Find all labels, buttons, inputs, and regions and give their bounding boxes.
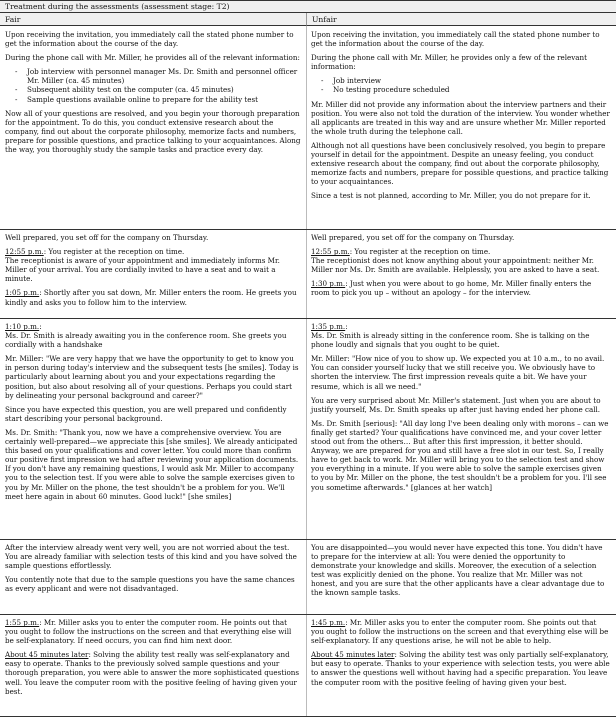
row4-fair-p2: You contently note that due to the sample questions you have the same chances as every applicant and were not disadvantaged. [5, 575, 295, 594]
row3-unfair-p3: Mr. Miller: "How nice of you to show up. We expected you at 10 a.m., to no avail. You can consider yourself lucky that we still receive you. We obviously have to shorten the interview. The first impression reveals quite a bit. We have your resume, which is all we need." [311, 354, 605, 391]
row1-unfair-p2: During the phone call with Mr. Miller, he provides only a few of the relevant information: [311, 53, 588, 72]
row5-fair-time2-line [5, 650, 301, 695]
row3-unfair-p5: Ms. Dr. Smith [serious]: "All day long I've been dealing only with morons – can we finally get started? Your qualifications have convinced me, and your cover letter stood out from the others… But after this first impression, it better should. Anyway, we are prepared for you and still have a free slot in our test. So, I really have to get back to work. Mr. Miller will bring you to the selection test and show you everything in a minute. If you were able to solve the sample exercises given to you by Mr. Miller on the phone, the test shouldn't be a problem for you. I'll see you sometime afterwards." [glances at her watch] [311, 418, 609, 492]
row1-fair-p2: During the phone call with Mr. Miller, he provides all of the relevant information: [5, 53, 300, 63]
row3-fair-p5: Ms. Dr. Smith: "Thank you, now we have a comprehensive overview. You are certainly well-prepared—we appreciate this [she smiles]. We already anticipated this based on your qualifications and cover letter. You could more than confirm our positive first impression we had after reviewing your application documents. If you don't have any remaining questions, I would ask Mr. Miller to accompany you to the selection test. If you were able to solve the sample exercises given to you by Mr. Miller on the phone, the test shouldn't be a problem for you. We'll meet here again in about 60 minutes. Good luck!" [she smiles] [5, 427, 299, 501]
row5-fair-time2: About 45 minutes later [5, 650, 89, 660]
row3-unfair-time: 1:35 p.m. [311, 322, 346, 331]
list-item: - No testing procedure scheduled [321, 85, 611, 94]
row2-fair-time2: 1:05 p.m. [5, 288, 40, 298]
row2-fair-p2: : You register at the reception on time. [43, 247, 185, 257]
row2-fair-cell [0, 231, 306, 317]
list-item: - Subsequent ability test on the computer (ca. 45 minutes) [15, 85, 301, 94]
row5-unfair-time1: 1:45 p.m. [311, 618, 346, 627]
row-divider [0, 614, 616, 615]
row3-fair-cell [0, 320, 306, 538]
row2-unfair-cell [306, 231, 616, 317]
row5-unfair-cell [306, 616, 616, 715]
row3-unfair-p2: Ms. Dr. Smith is already sitting in the conference room. She is talking on the phone loudly and signals that you ought to be quiet. [311, 331, 590, 350]
row2-fair-p4: : Shortly after you sat down, Mr. Miller enters the room. He greets you kindly and asks you to follow him to the interview. [5, 288, 297, 307]
row2-unfair-p2: : You register at the reception on time. [349, 247, 491, 257]
row5-unfair-p2: : Solving the ability test was only partially self-explanatory, but easy to operate. Thanks to your experience with selection tests, you were able to answer the questions well without having had a specific preparation. You leave the computer room with the positive feeling of having given your best. [311, 650, 610, 687]
row-divider [0, 318, 616, 319]
row4-unfair-cell [306, 541, 616, 613]
row5-unfair-time1-line [311, 618, 611, 645]
list-item: - Job interview [321, 76, 611, 85]
row1-fair-cell [0, 28, 306, 228]
row2-unfair-p1: Well prepared, you set off for the company on Thursday. [311, 233, 515, 242]
row2-unfair-time2-line [311, 279, 611, 297]
row3-unfair-cell [306, 320, 616, 538]
row-divider [0, 229, 616, 230]
header-unfair: Unfair [306, 13, 616, 26]
row2-fair-p1: Well prepared, you set off for the company on Thursday. [5, 233, 209, 242]
row1-unfair-p1: Upon receiving the invitation, you immediately call the stated phone number to get the information about the course of the day. [311, 30, 600, 49]
row2-unfair-p4: : Just when you were about to go home, Mr. Miller finally enters the room to pick you up – without an apology – for the interview. [311, 279, 592, 298]
row3-unfair-p4: You are very surprised about Mr. Miller's statement. Just when you are about to justify yourself, Ms. Dr. Smith speaks up after just having ended her phone call. [311, 395, 601, 414]
row1-fair-p1: Upon receiving the invitation, you immediately call the stated phone number to get the information about the course of the day. [5, 30, 294, 49]
header-fair: Fair [0, 13, 306, 26]
list-item: - Sample questions available online to prepare for the ability test [15, 95, 301, 104]
row5-unfair-p1: : Mr. Miller asks you to enter the computer room. She points out that you ought to follow the instructions on the screen and that everything else will be self-explanatory. If any questions arise, he will not be able to help. [311, 618, 609, 646]
row2-unfair-time1-line [311, 247, 611, 256]
row1-unfair-p3: Mr. Miller did not provide any information about the interview partners and their position. You were also not told the duration of the interview. You wonder whether all applicants are treated in this way and are unsure whether Mr. Miller reported the whole truth during the telephone call. [311, 99, 610, 136]
row2-fair-p3: The receptionist is aware of your appointment and immediately informs Mr. Miller of your arrival. You are cordially invited to have a seat and to wait a minute. [5, 256, 280, 284]
row1-unfair-cell [306, 28, 616, 228]
row5-fair-cell [0, 616, 306, 715]
row2-fair-time2-line [5, 288, 301, 306]
row5-unfair-time2-line [311, 650, 611, 686]
row1-unfair-p5: Since a test is not planned, according to Mr. Miller, you do not prepare for it. [311, 191, 591, 201]
row1-unfair-p4: Although not all questions have been conclusively resolved, you begin to prepare yourself in detail for the appointment. Despite an uneasy feeling, you conduct extensive research about the company, find out about the corporate philosophy, memorize facts and numbers, prepare for possible questions, and practice talking to your acquaintances. [311, 140, 609, 187]
row2-fair-time1-line [5, 247, 301, 256]
row3-fair-p3: Mr. Miller: "We are very happy that we have the opportunity to get to know you in person during today's interview and the subsequent tests [he smiles]. Today is particularly about learning about you and your expectations regarding the position, but also about resolving all of your questions. Perhaps you could start by delineating your personal background and career?" [5, 354, 299, 400]
row2-fair-time1: 12:55 p.m. [5, 247, 44, 257]
row3-fair-time-line [5, 322, 301, 331]
row1-unfair-list [311, 76, 611, 94]
list-item: - Job interview with personnel manager Ms. Dr. Smith and personnel officer Mr. Miller (ca. 45 minutes) [15, 67, 301, 85]
row4-fair-p1: After the interview already went very well, you are not worried about the test. You are already familiar with selection tests of this kind and you have solved the sample questions effortlessly. [5, 543, 297, 571]
row3-fair-colon: : [39, 322, 42, 331]
row4-fair-cell [0, 541, 306, 613]
row3-unfair-time-line [311, 322, 611, 331]
table-title: Treatment during the assessments (assessment stage: T2) [0, 0, 616, 13]
row5-fair-time1-line [5, 618, 301, 645]
row-divider [0, 539, 616, 540]
row2-unfair-time1: 12:55 p.m. [311, 247, 350, 257]
row5-fair-time1: 1:55 p.m. [5, 618, 40, 627]
row1-fair-p3: Now all of your questions are resolved, and you begin your thorough preparation for the appointment. To do this, you conduct extensive research about the company, find out about the corporate philosophy, memorize facts and numbers, prepare for possible questions, and practice talking to your acquaintances. Along the way, you thoroughly study the sample tasks and practice every day. [5, 108, 301, 155]
row4-unfair-p1: You are disappointed—you would never have expected this tone. You didn't have to prepare for the interview at all: You were denied the opportunity to demonstrate your knowledge and skills. Moreover, the execution of a selection test was explicitly denied on the phone. You realize that Mr. Miller was not honest, and you are sure that the other applicants have a clear advantage due to the known sample tasks. [311, 543, 605, 598]
row2-unfair-p3: The receptionist does not know anything about your appointment: neither Mr. Miller nor Ms. Dr. Smith are available. Helplessly, you are asked to have a seat. [311, 256, 600, 275]
row1-fair-list [5, 67, 301, 103]
row3-fair-p4: Since you have expected this question, you are well prepared und confidently start describing your personal background. [5, 404, 287, 423]
row5-fair-p1: : Mr. Miller asks you to enter the computer room. He points out that you ought to follow the instructions on the screen and that everything else will be self-explanatory. If need occurs, you can find him next door. [5, 618, 292, 646]
row3-fair-p2: Ms. Dr. Smith is already awaiting you in the conference room. She greets you cordially with a handshake [5, 331, 287, 350]
row5-fair-p2: : Solving the ability test really was self-explanatory and easy to operate. Thanks to the previously solved sample questions and your thorough preparation, you were able to answer the more sophisticated questions well. You leave the computer room with the positive feeling of having given your best. [5, 650, 300, 696]
row2-unfair-time2: 1:30 p.m. [311, 279, 346, 289]
row3-unfair-colon: : [345, 322, 348, 331]
row3-fair-time: 1:10 p.m. [5, 322, 40, 331]
row5-unfair-time2: About 45 minutes later [311, 650, 395, 660]
